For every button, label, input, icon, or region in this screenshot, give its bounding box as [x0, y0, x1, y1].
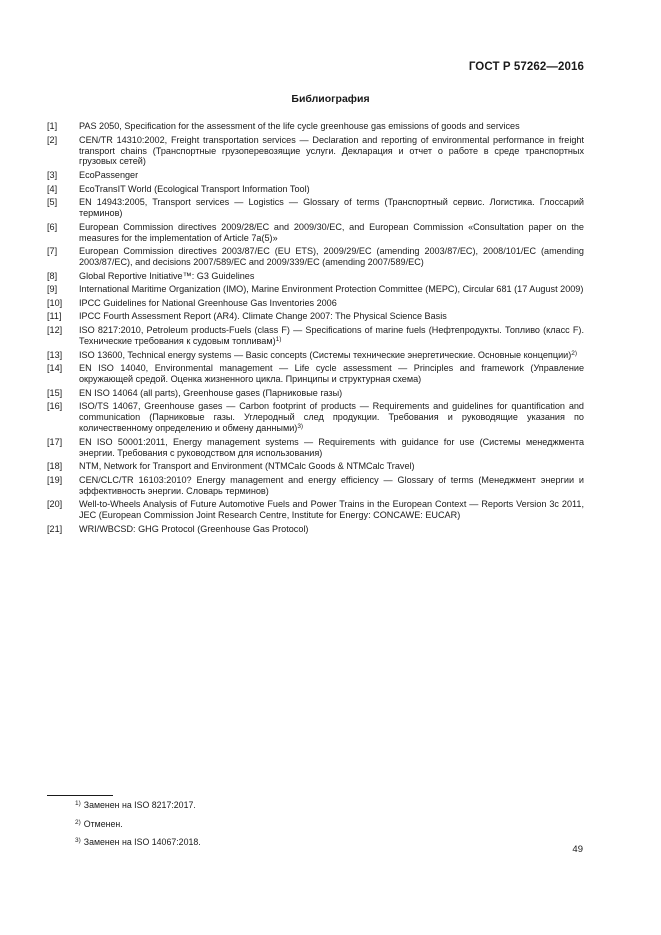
reference-number: [21]	[47, 523, 63, 534]
reference-body: EcoPassenger	[79, 170, 139, 180]
reference-body: Global Reportive Initiative™: G3 Guidelines	[79, 270, 255, 281]
footnote-mark: 1)	[75, 800, 81, 807]
reference-item	[47, 170, 584, 181]
reference-text	[79, 350, 584, 361]
reference-number: [19]	[47, 474, 63, 485]
reference-body: International Maritime Organization (IMO), Marine Environment Protection Committee (MEPC), Circular 681 (17 August 2009)	[79, 284, 584, 295]
reference-text	[79, 524, 584, 535]
reference-body: Well-to-Wheels Analysis of Future Automotive Fuels and Power Trains in the European Context — Reports Version 3c 2011, JEC (European Commission Joint Research Centre, Institute for Energy: CONCAWE: EUCAR)	[79, 499, 584, 521]
reference-item	[47, 121, 584, 132]
reference-item	[47, 325, 584, 347]
reference-item	[47, 461, 584, 472]
reference-number: [10]	[47, 297, 63, 308]
reference-body: CEN/TR 14310:2002, Freight transportation services — Declaration and reporting of environmental performance in freight transport chains (Транспортные грузоперевозящие услуги. Декларация и отчет о работе в среде транспортных грузовых сетей)	[79, 134, 584, 167]
reference-body: IPCC Guidelines for National Greenhouse Gas Inventories 2006	[79, 297, 337, 308]
reference-body: ISO/TS 14067, Greenhouse gases — Carbon footprint of products — Requirements and guidelines for quantification and communication (Парниковые газы. Углеродный след продукции. Требования и руководящие указания по количественному определению и обмену данными)	[79, 401, 584, 434]
footnote-list	[75, 798, 201, 854]
reference-body: EN ISO 14040, Environmental management — Life cycle assessment — Principles and framework (Управление окружающей средой. Оценка жизненного цикла. Принципы и структурная схема)	[79, 363, 584, 385]
reference-body: CEN/CLC/TR 16103:2010? Energy management and energy efficiency — Glossary of terms (Менеджмент энергии и эффективность энергии. Словарь терминов)	[79, 474, 584, 496]
footnote-text: Заменен на ISO 14067:2018.	[83, 837, 201, 847]
reference-item	[47, 363, 584, 385]
reference-number: [20]	[47, 499, 63, 510]
reference-body: European Commission directives 2003/87/EC (EU ETS), 2009/29/EC (amending 2003/87/EC), 2008/101/EC (amending 2003/87/EC), and decisions 2007/589/EC and 2009/339/EC (amending 2007/589/EC)	[79, 246, 584, 268]
reference-text	[79, 325, 584, 347]
reference-body: EN 14943:2005, Transport services — Logistics — Glossary of terms (Транспортный сервис. Логистика. Глоссарий терминов)	[79, 197, 584, 219]
footnote-reference: 2)	[571, 349, 578, 357]
reference-number: [12]	[47, 325, 63, 336]
reference-body: EcoTransIT World (Ecological Transport Information Tool)	[79, 183, 310, 194]
reference-text	[79, 363, 584, 385]
reference-number: [17]	[47, 436, 63, 447]
reference-item	[47, 246, 584, 268]
reference-body: PAS 2050, Specification for the assessment of the life cycle greenhouse gas emissions of goods and services	[79, 121, 520, 131]
reference-number: [15]	[47, 387, 63, 398]
footnote-reference: 1)	[275, 335, 282, 343]
reference-text	[79, 475, 584, 497]
reference-text	[79, 388, 584, 399]
reference-text	[79, 197, 584, 219]
footnote-text: Отменен.	[83, 818, 123, 829]
reference-item	[47, 284, 584, 295]
reference-text	[79, 170, 584, 181]
reference-text	[79, 271, 584, 282]
reference-body: EN ISO 14064 (all parts), Greenhouse gases (Парниковые газы)	[79, 387, 343, 398]
footnote-item	[75, 817, 201, 830]
footnote-text: Заменен на ISO 8217:2017.	[83, 800, 196, 810]
footnote-divider	[47, 795, 113, 796]
reference-item	[47, 524, 584, 535]
footnote-mark: 3)	[75, 837, 81, 844]
reference-item	[47, 401, 584, 434]
reference-number: [13]	[47, 349, 63, 360]
reference-text	[79, 499, 584, 521]
footnote-item	[75, 798, 201, 811]
reference-text	[79, 246, 584, 268]
reference-body: ISO 13600, Technical energy systems — Basic concepts (Системы технические энергетические. Основные концепции)	[79, 349, 572, 360]
reference-item	[47, 222, 584, 244]
reference-body: ISO 8217:2010, Petroleum products-Fuels (class F) — Specifications of marine fuels (Нефтепродукты. Топливо (класс F). Технические требования к судовым топливам)	[79, 325, 584, 346]
reference-item	[47, 437, 584, 459]
reference-text	[79, 437, 584, 459]
footnote-item	[75, 835, 201, 848]
reference-item	[47, 271, 584, 282]
reference-text	[79, 461, 584, 472]
reference-body: EN ISO 50001:2011, Energy management systems — Requirements with guidance for use (Системы менеджмента энергии. Требования с руководством для использования)	[79, 436, 584, 458]
reference-item	[47, 298, 584, 309]
reference-text	[79, 311, 584, 322]
reference-item	[47, 184, 584, 195]
reference-item	[47, 475, 584, 497]
footnote-mark: 2)	[75, 818, 81, 826]
bibliography-title: Библиография	[291, 93, 370, 105]
reference-number: [11]	[47, 311, 62, 322]
reference-number: [2]	[47, 134, 58, 145]
reference-number: [9]	[47, 284, 58, 295]
reference-number: [18]	[47, 461, 63, 472]
reference-list	[47, 121, 584, 537]
reference-item	[47, 388, 584, 399]
reference-number: [3]	[47, 170, 58, 180]
reference-number: [6]	[47, 221, 58, 232]
reference-text	[79, 121, 584, 132]
reference-item	[47, 350, 584, 361]
reference-number: [16]	[47, 401, 63, 412]
reference-text	[79, 222, 584, 244]
reference-number: [5]	[47, 197, 58, 208]
document-code: ГОСТ Р 57262—2016	[468, 61, 584, 73]
footnote-reference: 3)	[297, 423, 304, 431]
reference-item	[47, 197, 584, 219]
reference-body: European Commission directives 2009/28/EC and 2009/30/EC, and European Commission «Consultation paper on the measures for the implementation of Article 7a(5)»	[79, 221, 584, 243]
reference-text	[79, 298, 584, 309]
reference-number: [14]	[47, 363, 63, 374]
page-number: 49	[572, 844, 583, 855]
reference-text	[79, 284, 584, 295]
reference-number: [8]	[47, 270, 58, 281]
reference-item	[47, 311, 584, 322]
reference-body: IPCC Fourth Assessment Report (AR4). Climate Change 2007: The Physical Science Basis	[79, 311, 447, 322]
reference-number: [7]	[47, 246, 58, 257]
reference-text	[79, 135, 584, 168]
reference-text	[79, 184, 584, 195]
reference-number: [1]	[47, 121, 58, 131]
reference-item	[47, 135, 584, 168]
reference-text	[79, 401, 584, 434]
reference-number: [4]	[47, 183, 58, 194]
reference-item	[47, 499, 584, 521]
reference-body: WRI/WBCSD: GHG Protocol (Greenhouse Gas Protocol)	[79, 523, 309, 534]
reference-body: NTM, Network for Transport and Environment (NTMCalc Goods & NTMCalc Travel)	[79, 461, 415, 472]
